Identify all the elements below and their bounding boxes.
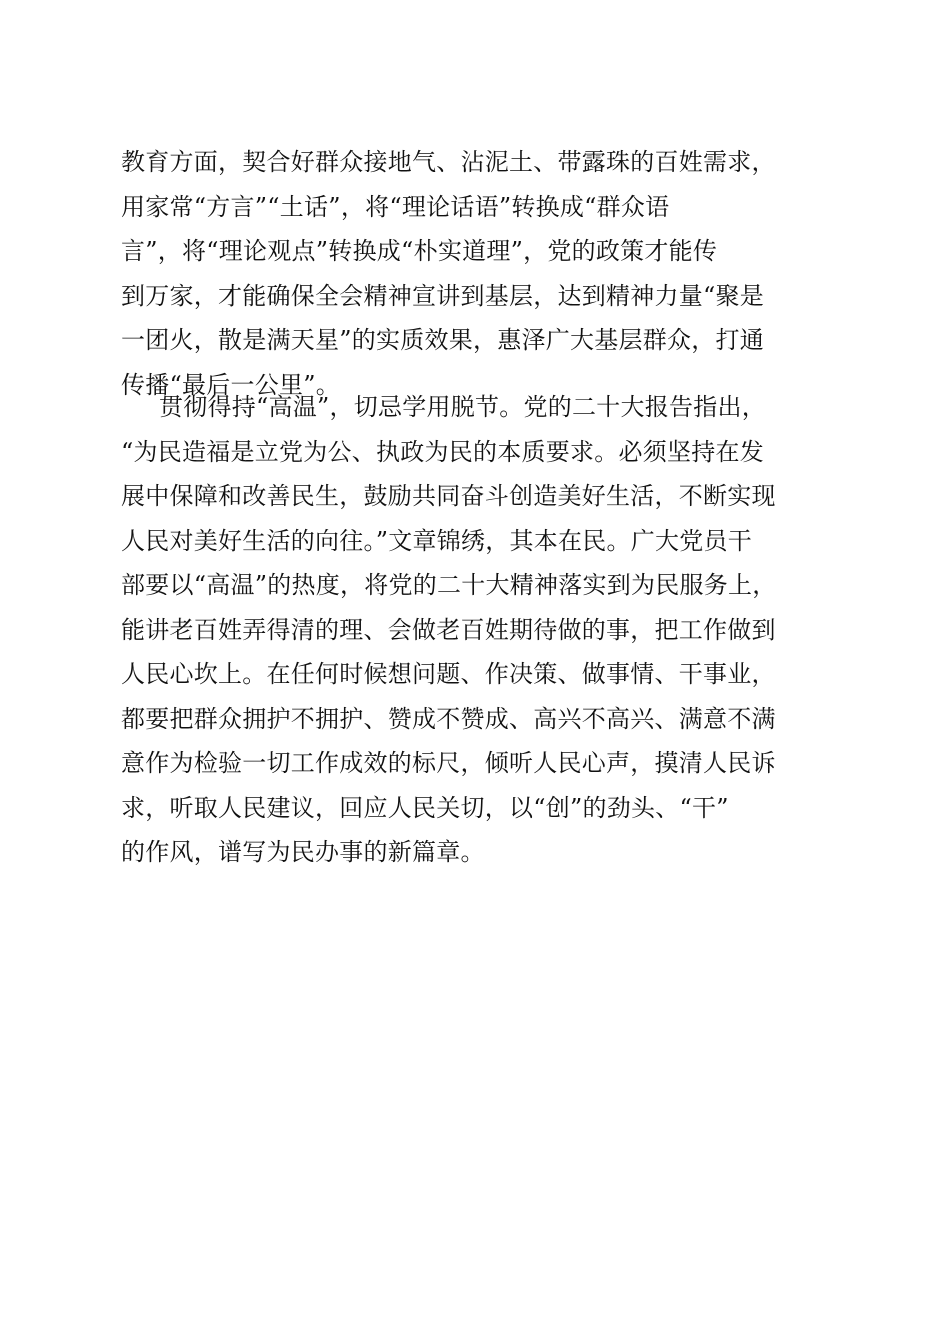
paragraph-line: 的作风，谱写为民办事的新篇章。 [121, 838, 485, 866]
paragraph-line: 人民对美好生活的向往。”文章锦绣，其本在民。广大党员干 [121, 526, 753, 555]
paragraph-line: 到万家，才能确保全会精神宣讲到基层，达到精神力量“聚是 [121, 281, 765, 310]
paragraph-line: 教育方面，契合好群众接地气、沾泥土、带露珠的百姓需求， [121, 148, 776, 176]
paragraph-line: 能讲老百姓弄得清的理、会做老百姓期待做的事，把工作做到 [121, 615, 776, 644]
paragraph-line: 人民心坎上。在任何时候想问题、作决策、做事情、干事业， [121, 660, 776, 688]
paragraph-line: 展中保障和改善民生，鼓励共同奋斗创造美好生活，不断实现 [121, 482, 776, 510]
paragraph-line: “为民造福是立党为公、执政为民的本质要求。必须坚持在发 [121, 437, 765, 466]
paragraph-line: 求，听取人民建议，回应人民关切，以“创”的劲头、“干” [121, 793, 729, 822]
paragraph-line: 言”，将“理论观点”转换成“朴实道理”，党的政策才能传 [121, 237, 718, 265]
paragraph-1 [121, 140, 839, 407]
paragraph-2 [121, 385, 839, 875]
paragraph-line: 用家常“方言”“土话”，将“理论话语”转换成“群众语 [121, 192, 670, 221]
paragraph-line: 都要把群众拥护不拥护、赞成不赞成、高兴不高兴、满意不满 [121, 704, 776, 733]
paragraph-line: 意作为检验一切工作成效的标尺，倾听人民心声，摸清人民诉 [121, 749, 776, 777]
paragraph-line: 一团火，散是满天星”的实质效果，惠泽广大基层群众，打通 [121, 326, 765, 354]
paragraph-line: 部要以“高温”的热度，将党的二十大精神落实到为民服务上， [121, 571, 777, 599]
paragraph-line: 贯彻得持“高温”，切忌学用脱节。党的二十大报告指出， [159, 393, 767, 421]
paragraph-line: 传播“最后一公里”。 [121, 370, 341, 399]
